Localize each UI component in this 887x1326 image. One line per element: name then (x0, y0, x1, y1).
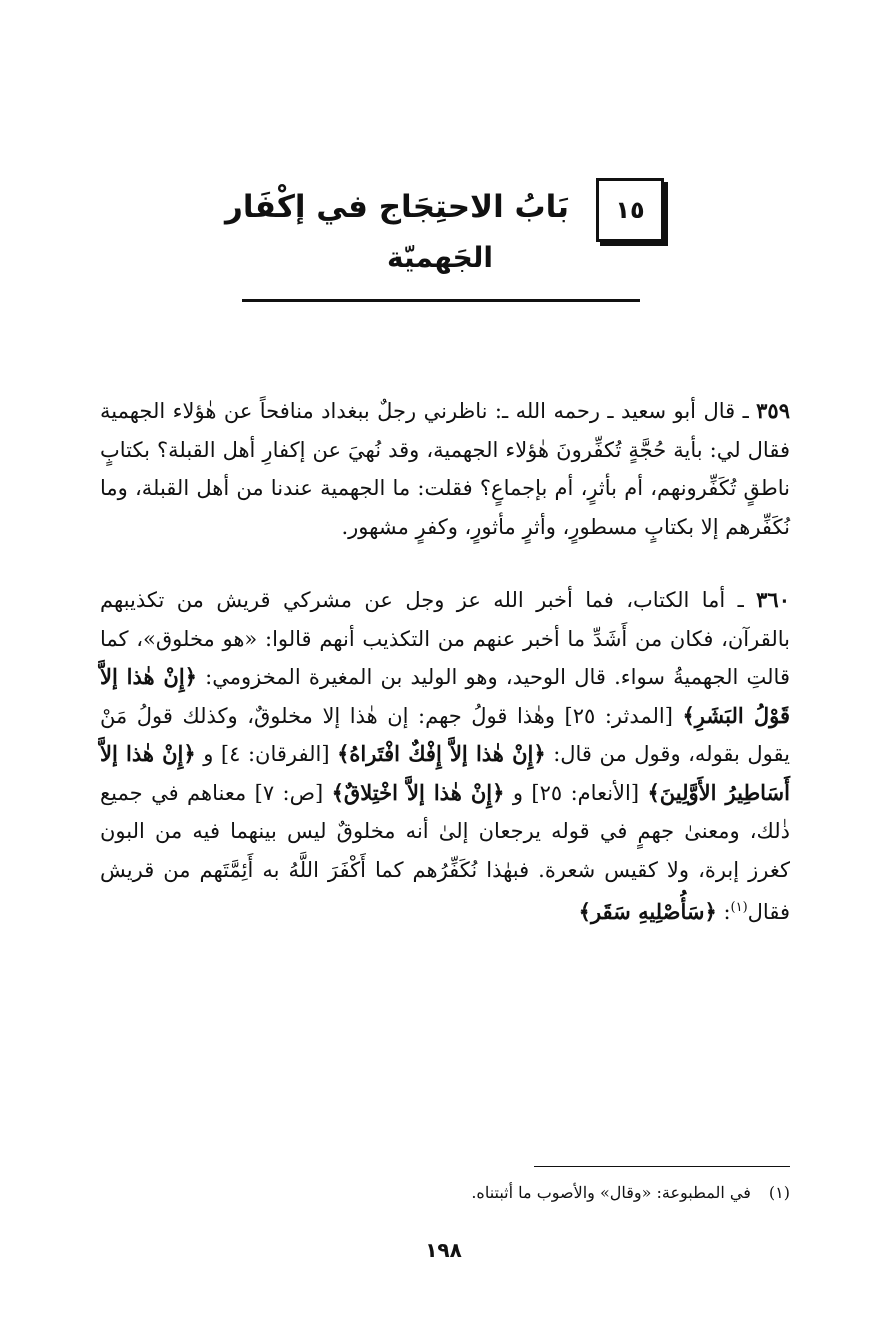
paragraph-number: ٣٦٠ (756, 587, 790, 612)
paragraph-text: [الفرقان: ٤] و (195, 742, 338, 766)
paragraph-text: ـ قال أبو سعيد ـ رحمه الله ـ: ناظرني رجلٌ ببغداد منافحاً عن هٰؤلاء الجهمية فقال لي: بأية حُجَّةٍ تُكفِّرونَ هٰؤلاء الجهمية، وقد نُهيَ عن إكفارِ أهل القبلة؟ بكتابٍ ناطقٍ تُكَفِّرونهم، أم بأثرٍ، أم بإجماعٍ؟ فقلت: ما الجهمية عندنا من أهل القبلة، وما نُكَفِّرهم إلا بكتابٍ مسطورٍ، وأثرٍ مأثورٍ، وكفرٍ مشهور. (100, 399, 790, 539)
page-number: ١٩٨ (425, 1238, 462, 1262)
paragraph-number: ٣٥٩ (756, 398, 790, 423)
footnote (190, 1180, 790, 1206)
paragraph-359 (100, 392, 790, 546)
paragraph-text: [ص: ٧] معناهم في جميع ذٰلك، ومعنىٰ جهمٍ في قوله يرجعان إلىٰ أنه مخلوقٌ ليس بينهما فيه من البون كغرز إبرة، ولا كقيس شعرة. فبهٰذا نُكَفِّرُهم كما أَكْفَرَ اللَّهُ به أَئِمَّتَهم من قريش فقال (100, 780, 790, 924)
quran-quote: ﴿سَأُصْلِيهِ سَقَر﴾ (578, 899, 717, 924)
footnote-text: في المطبوعة: «وقال» والأصوب ما أثبتناه. (471, 1183, 751, 1202)
chapter-title-line2: الجَهميّة (387, 241, 493, 274)
quran-quote: ﴿إِنْ هٰذا إلاَّ اخْتِلاقٌ﴾ (331, 779, 505, 805)
quran-quote: ﴿إِنْ هٰذا إلاَّ إِفْكٌ افْتَراهُ﴾ (337, 741, 546, 766)
footnote-marker: (١) (768, 1183, 790, 1202)
quran-quote: ﴿إِنْ هٰذا إلاَّ أَسَاطِيرُ الأَوَّلِينَ﴾ (100, 741, 790, 805)
quran-quote: ﴿إِنْ هٰذا إلاَّ قَوْلُ البَشَرِ﴾ (100, 664, 790, 728)
chapter-heading (200, 178, 680, 298)
footnote-rule (534, 1166, 790, 1167)
footnote-reference[interactable]: (١) (730, 900, 748, 915)
chapter-title-line1: بَابُ الاحتِجَاج في إكْفَار (225, 189, 569, 225)
paragraph-360 (100, 581, 790, 932)
body-text (100, 392, 790, 932)
chapter-number-box: ١٥ (596, 178, 664, 242)
paragraph-text: : (716, 900, 731, 924)
heading-rule (242, 299, 640, 302)
paragraph-text: ـ أما الكتاب، فما أخبر الله عز وجل عن مشركي قريش من تكذيبهم بالقرآن، فكان من أَشَدِّ ما أخبر عنهم من التكذيب أنهم قالوا: «هو مخلوق»، كما قالتِ الجهميةُ سواء. قال الوحيد، وهو الوليد بن المغيرة المخزومي: (100, 588, 790, 689)
paragraph-text: [المدثر: ٢٥] وهٰذا قولُ جهم: إن هٰذا إلا مخلوقٌ، وكذلك قولُ مَنْ يقول بقوله، وقول من قال: (100, 703, 791, 766)
paragraph-text: [الأنعام: ٢٥] و (504, 780, 648, 805)
